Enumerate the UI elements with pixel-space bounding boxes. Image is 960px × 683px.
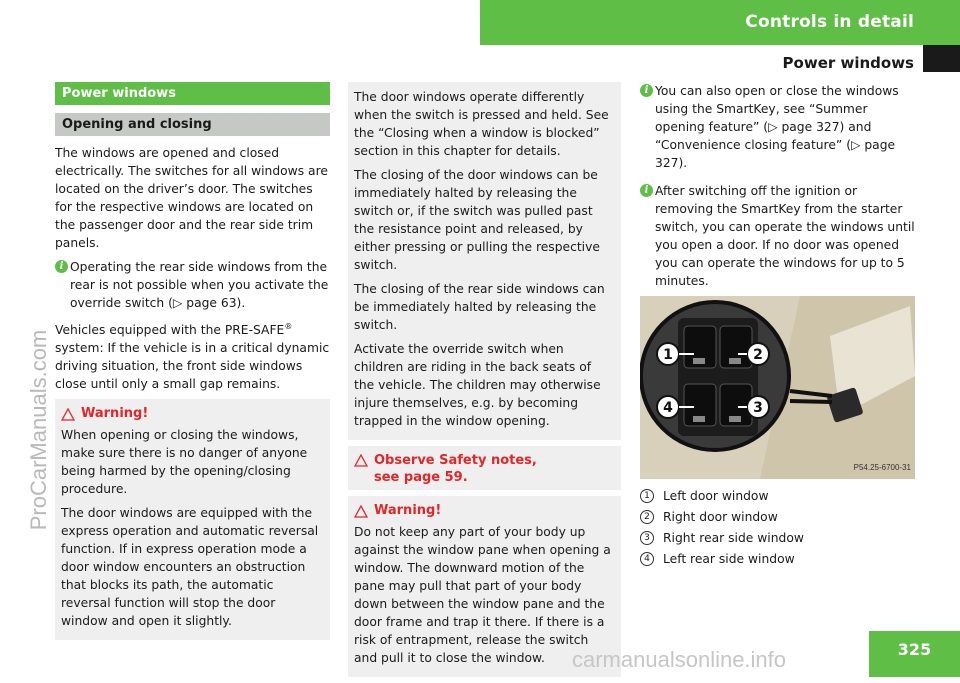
legend-item: 4 Left rear side window <box>640 550 915 568</box>
warning-box <box>55 399 330 640</box>
paragraph: The closing of the door windows can be immediately halted by releasing the switch or, if the switch was pulled past the resistance point and released, by either pressing or pulling the respective switch. <box>354 168 600 272</box>
page-number: 325 <box>869 631 960 677</box>
side-watermark: ProCarManuals.com <box>26 329 51 531</box>
header-tab-marker <box>923 45 960 72</box>
warning-triangle-icon <box>61 408 75 421</box>
svg-text:1: 1 <box>663 347 673 363</box>
column-1 <box>55 82 330 646</box>
svg-text:4: 4 <box>663 400 673 416</box>
warning-heading: Warning! <box>61 405 324 423</box>
photo-code: P54.25-6700-31 <box>853 463 911 472</box>
svg-text:3: 3 <box>753 400 763 416</box>
info-icon: i <box>55 260 68 273</box>
info-note: i Operating the rear side windows from the rear is not possible when you activate the override switch (▷ page 63). <box>55 258 330 312</box>
paragraph: The door windows operate differently when the switch is pressed and held. See the “Closing when a window is blocked” section in this chapter for details. <box>354 90 609 158</box>
legend-item: 3 Right rear side window <box>640 529 915 547</box>
warning-text: The door windows are equipped with the express operation and automatic reversal function. If in express operation mode a door window encounters an obstruction that blocks its path, the automatic reversal function will stop the door window and open it slightly. <box>61 506 319 629</box>
info-note: i After switching off the ignition or removing the SmartKey from the starter switch, you can operate the windows until you open a door. If no door was opened you can operate the windows for up to 5 minutes. <box>640 182 915 290</box>
info-icon: i <box>640 84 653 97</box>
footer-watermark: carmanualsonline.info <box>572 647 787 672</box>
observe-box <box>348 446 621 490</box>
paragraph: The windows are opened and closed electrically. The switches for all windows are located on the driver’s door. The switches for the respective windows are located on the passenger door and the rear side trim panels. <box>55 146 328 250</box>
section-heading: Power windows <box>55 82 330 105</box>
legend-item: 1 Left door window <box>640 487 915 505</box>
legend-item: 2 Right door window <box>640 508 915 526</box>
subsection-heading: Opening and closing <box>55 113 330 136</box>
warning-text: Do not keep any part of your body up against the window pane when opening a window. The downward motion of the pane may pull that part of your body down between the window pane and the door frame and trap it there. If there is a risk of entrapment, release the switch and pull it to close the window. <box>354 525 611 665</box>
warning-text: When opening or closing the windows, make sure there is no danger of anyone being harmed by the opening/closing procedure. <box>61 428 308 497</box>
switch-panel-illustration <box>640 296 915 479</box>
paragraph-presafe: Vehicles equipped with the PRE-SAFE® system: If the vehicle is in a critical dynamic driving situation, the front side windows close until only a small gap remains. <box>55 322 330 392</box>
warning-heading: Warning! <box>354 502 615 520</box>
subsection-title: Power windows <box>782 54 914 72</box>
info-icon: i <box>640 184 653 197</box>
column-3 <box>640 82 915 571</box>
column-2 <box>348 82 621 683</box>
paragraph: The closing of the rear side windows can be immediately halted by releasing the switch. <box>354 282 605 332</box>
warning-triangle-icon <box>354 505 368 518</box>
window-switch-photo <box>640 296 915 479</box>
svg-text:2: 2 <box>753 347 763 363</box>
info-note: i You can also open or close the windows using the SmartKey, see “Summer opening feature” (▷ page 327) and “Convenience closing feature” (▷ page 327). <box>640 82 915 172</box>
paragraph: Activate the override switch when children are riding in the back seats of the vehicle. The children may otherwise injure themselves, e.g. by becoming trapped in the window opening. <box>354 342 601 428</box>
section-title: Controls in detail <box>745 12 914 32</box>
warning-triangle-icon <box>354 454 368 467</box>
legend <box>640 487 915 568</box>
observe-note: Observe Safety notes, see page 59. <box>354 452 615 486</box>
text-box <box>348 82 621 440</box>
